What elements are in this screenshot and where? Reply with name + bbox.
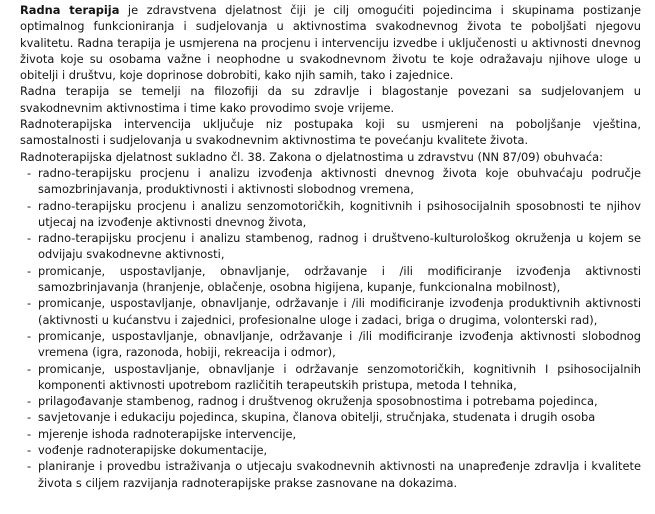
list-item-text: promicanje, uspostavljanje, obnavljanje, održavanje i /ili modificiranje izvođenja produktivnih aktivnosti (aktivnosti u kućanstvu i zajednici, profesionalne uloge i zadaci, briga o drugima, volonterski rad),: [38, 296, 641, 327]
dash-bullet: -: [27, 296, 32, 311]
intro-term: Radna terapija: [20, 3, 120, 17]
dash-bullet: -: [27, 410, 32, 425]
dash-bullet: -: [27, 443, 32, 458]
list-item: [27, 426, 641, 442]
list-item: [27, 361, 641, 394]
list-item: [27, 165, 641, 198]
list-item: [27, 328, 641, 361]
dash-bullet: -: [27, 394, 32, 409]
philosophy-paragraph: Radna terapija se temelji na filozofiji da su zdravlje i blagostanje povezani sa sudjelovanjem u svakodnevnim aktivnostima i time kako provodimo svoje vrijeme.: [20, 84, 641, 115]
list-item-text: vođenje radnoterapijske dokumentacije,: [38, 443, 268, 458]
list-item-text: mjerenje ishoda radnoterapijske intervencije,: [38, 426, 297, 441]
intro-text: je zdravstvena djelatnost čiji je cilj omogućiti pojedincima i skupinama postizanje optimalnog funkcioniranja i sudjelovanja u aktivnostima svakodnevnog života te poboljšati njegovu kvalitetu. Radna terapija je usmjerena na procjenu i intervenciju izvedbe i uključenosti u aktivnosti dnevnog života koje su osobama važne i neophodne u svakodnevnom životu te koje odražavaju njihove uloge u obitelji i društvu, koje doprinose dobrobiti, kako njih samih, tako i zajednice.: [20, 3, 641, 83]
dash-bullet: -: [27, 426, 32, 441]
list-item-text: prilagođavanje stambenog, radnog i društvenog okruženja sposobnostima i potrebama pojedinca,: [38, 394, 598, 409]
list-item: [27, 230, 641, 263]
list-item-text: savjetovanje i edukaciju pojedinca, skupina, članova obitelji, stručnjaka, studenata i drugih osoba: [38, 410, 596, 425]
intro-paragraph: [20, 2, 641, 83]
dash-bullet: -: [27, 459, 32, 474]
list-item: [27, 442, 641, 458]
list-item-text: promicanje, uspostavljanje, obnavljanje i održavanje senzomotoričkih, kognitivnih I psihosocijalnih komponenti aktivnosti upotrebom različitih terapeutskih pristupa, metoda I tehnika,: [38, 361, 641, 392]
list-item: [27, 393, 641, 409]
list-item: [27, 263, 641, 296]
list-item-text: radno-terapijsku procjenu i analizu izvođenja aktivnosti dnevnog života koje obuhvaćaju područje samozbrinjavanja, produktivnosti i aktivnosti slobodnog vremena,: [38, 165, 641, 197]
legal-basis-paragraph: Radnoterapijska djelatnost sukladno čl. 38. Zakona o djelatnostima u zdravstvu (NN 87/09) obuhvaća:: [20, 149, 603, 164]
list-item: [27, 458, 641, 491]
list-item: [27, 409, 641, 425]
list-item: [27, 295, 641, 328]
intervention-paragraph: Radnoterapijska intervencija uključuje niz postupaka koji su usmjereni na poboljšanje vještina, samostalnosti i sudjelovanja u svakodnevnim aktivnostima te povećanju kvalitete života.: [20, 117, 641, 148]
dash-bullet: -: [27, 165, 32, 180]
list-item-text: radno-terapijsku procjenu i analizu senzomotoričkih, kognitivnih i psihosocijalnih sposobnosti te njihov utjecaj na izvođenje aktivnosti dnevnog života,: [38, 198, 641, 229]
list-item-text: radno-terapijsku procjenu i analizu stambenog, radnog i društveno-kulturološkog okruženja u kojem se odvijaju svakodnevne aktivnosti,: [38, 231, 641, 262]
dash-bullet: -: [27, 328, 32, 343]
list-item: [27, 198, 641, 231]
dash-bullet: -: [27, 263, 32, 278]
dash-bullet: -: [27, 198, 32, 213]
list-item-text: promicanje, uspostavljanje, obnavljanje, održavanje i /ili modificiranje izvođenja aktivnosti slobodnog vremena (igra, razonoda, hobiji, rekreacija i odmor),: [38, 328, 641, 360]
dash-bullet: -: [27, 231, 32, 246]
list-item-text: planiranje i provedbu istraživanja o utjecaju svakodnevnih aktivnosti na unapređenje zdravlja i kvalitete života s ciljem razvijanja radnoterapijske prakse zasnovane na dokazima.: [38, 459, 641, 490]
list-item-text: promicanje, uspostavljanje, obnavljanje, održavanje i /ili modificiranje izvođenja aktivnosti samozbrinjavanja (hranjenje, oblačenje, osobna higijena, kupanje, funkcionalna mobilnost),: [38, 263, 641, 295]
activity-list: [20, 165, 641, 491]
dash-bullet: -: [27, 361, 32, 376]
